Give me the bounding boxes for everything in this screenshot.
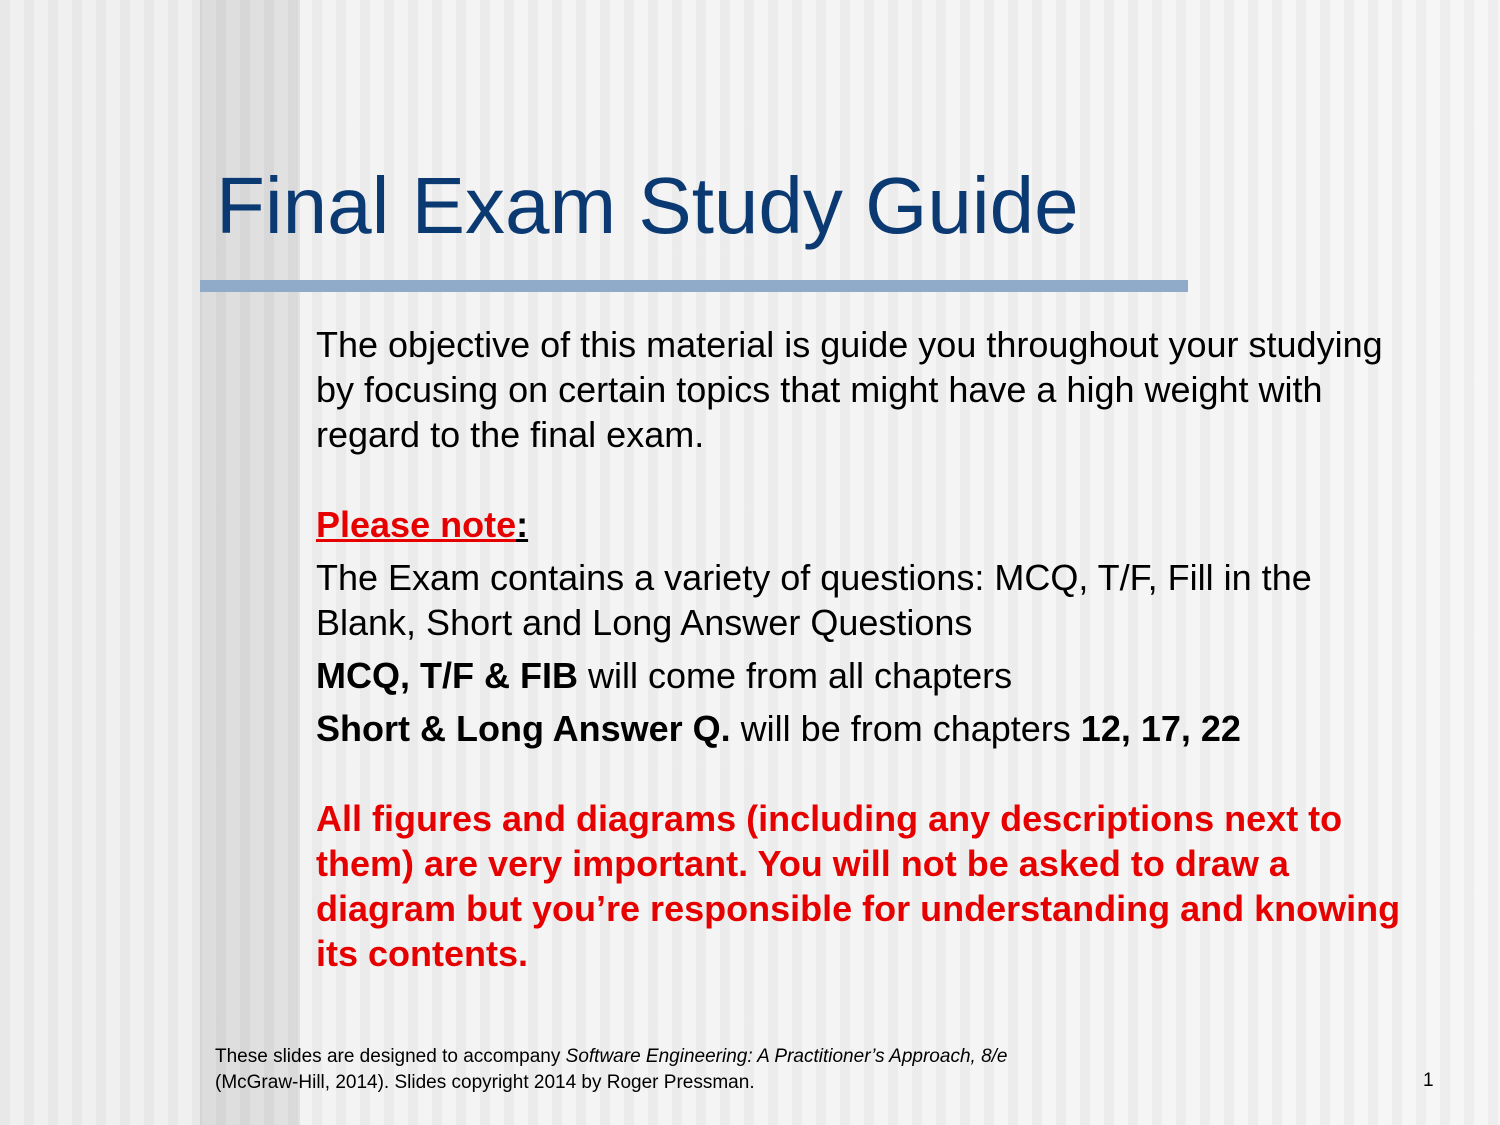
mcq-line <box>316 653 1416 698</box>
note-label: Please note <box>316 504 517 545</box>
slide-body <box>316 322 1416 976</box>
note-heading <box>316 502 1416 547</box>
short-rest: will be from chapters <box>730 708 1081 749</box>
intro-paragraph: The objective of this material is guide you throughout your studying by focusing on certain topics that might have a high weight with regard to the final exam. <box>316 324 1383 455</box>
footer-line-1 <box>215 1044 1007 1070</box>
footer-prefix: These slides are designed to accompany <box>215 1046 566 1067</box>
title-divider <box>200 280 1188 292</box>
mcq-rest: will come from all chapters <box>577 655 1013 696</box>
slide-footer <box>215 1044 1007 1096</box>
slide-title: Final Exam Study Guide <box>216 161 1079 250</box>
footer-book-title: Software Engineering: A Practitioner’s Approach, 8/e <box>565 1046 1008 1067</box>
figures-note: All figures and diagrams (including any descriptions next to them) are very important. You will not be asked to draw a diagram but you’re responsible for understanding and knowing its contents. <box>316 798 1401 974</box>
short-bold: Short & Long Answer Q. <box>316 708 731 749</box>
note-colon: : <box>516 504 529 545</box>
mcq-bold: MCQ, T/F & FIB <box>316 655 578 696</box>
exam-types: The Exam contains a variety of questions: MCQ, T/F, Fill in the Blank, Short and Long Answer Questions <box>316 557 1312 643</box>
short-chapters: 12, 17, 22 <box>1080 708 1241 749</box>
footer-line-2: (McGraw-Hill, 2014). Slides copyright 2014 by Roger Pressman. <box>215 1072 755 1093</box>
page-number: 1 <box>1423 1070 1434 1091</box>
short-line <box>316 706 1416 751</box>
